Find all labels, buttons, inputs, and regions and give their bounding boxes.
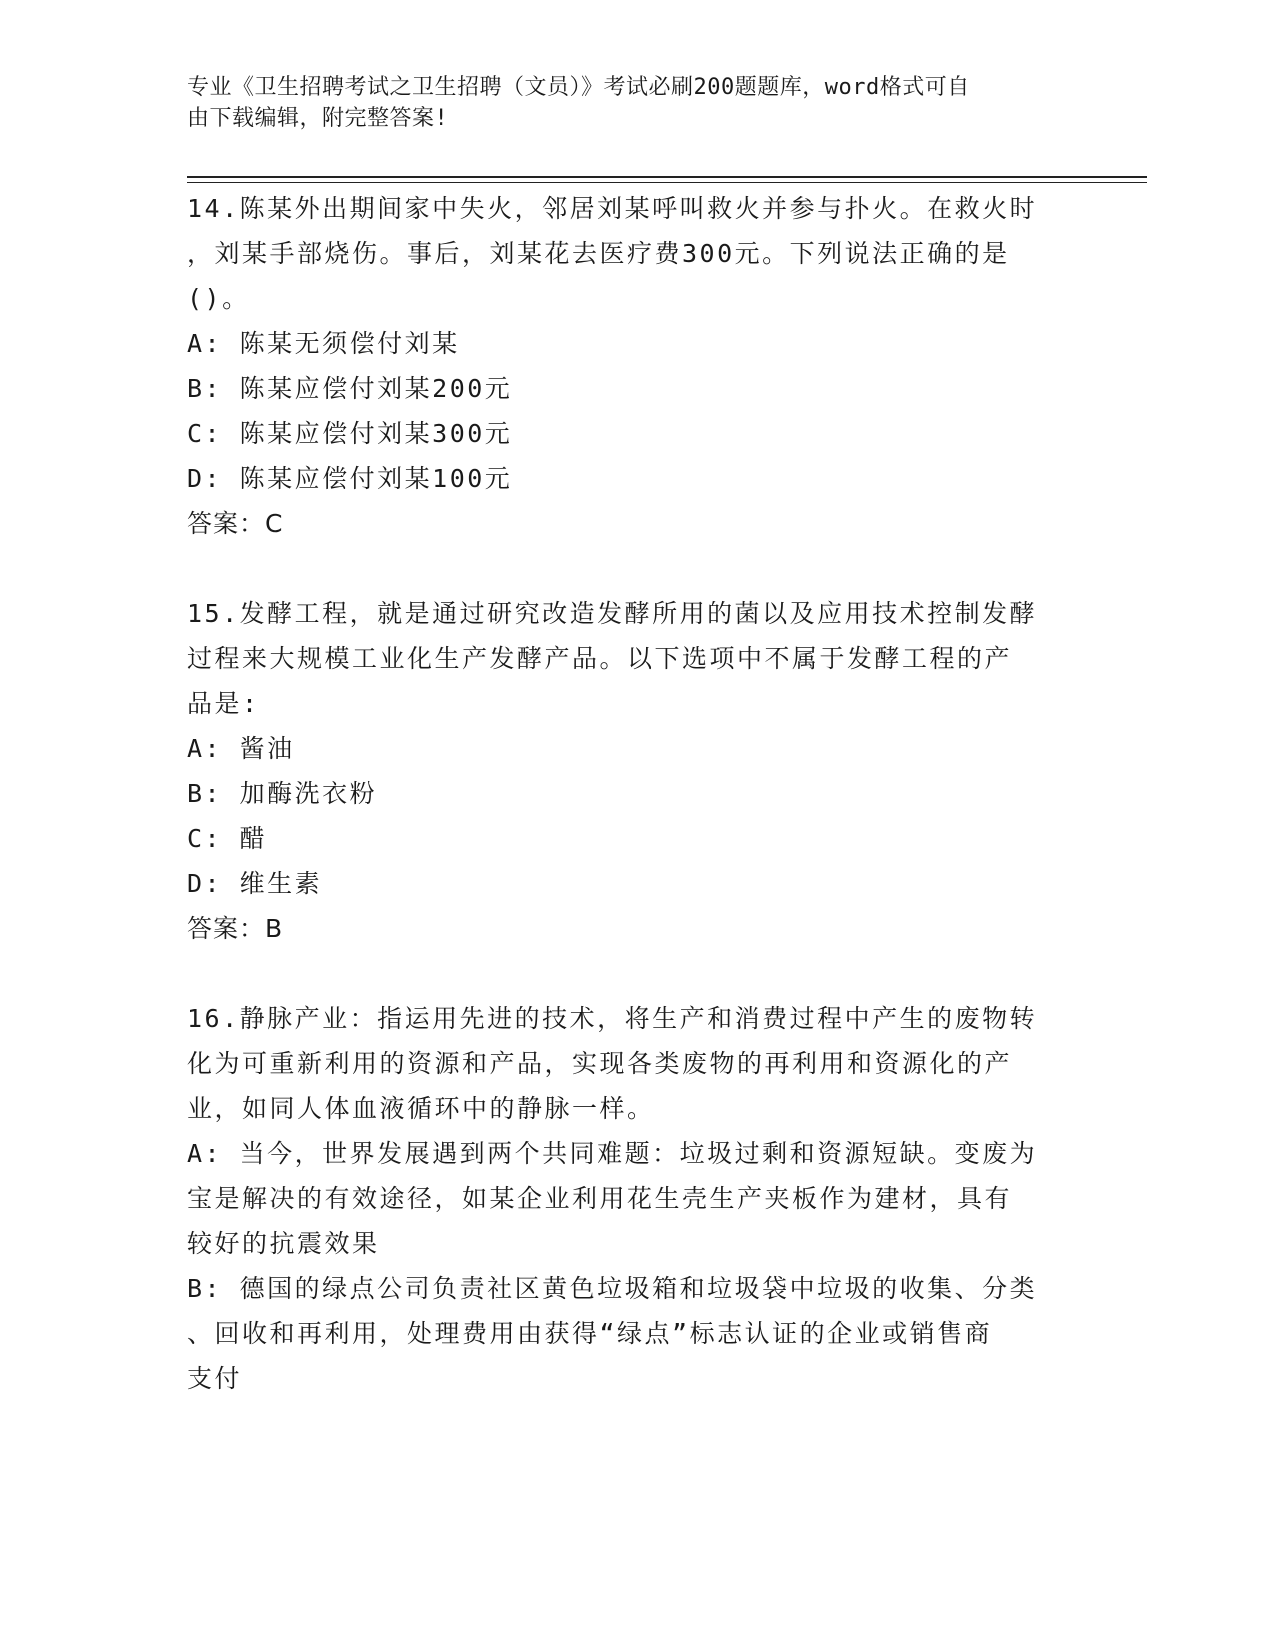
option-a-line: A: 当今，世界发展遇到两个共同难题：垃圾过剩和资源短缺。变废为 bbox=[187, 1139, 1038, 1168]
option-a: A: 酱油 bbox=[187, 734, 295, 763]
answer-line: 答案：B bbox=[187, 914, 284, 943]
header-intro-line-1: 专业《卫生招聘考试之卫生招聘（文员）》考试必刷200题题库，word格式可自 bbox=[187, 75, 970, 100]
option-b-line: 、回收和再利用，处理费用由获得“绿点”标志认证的企业或销售商 bbox=[187, 1319, 993, 1348]
question-stem-line: ()。 bbox=[187, 284, 250, 313]
option-a: A: 陈某无须偿付刘某 bbox=[187, 329, 460, 358]
header-divider-thick bbox=[187, 176, 1147, 178]
option-a-line: 宝是解决的有效途径，如某企业利用花生壳生产夹板作为建材，具有 bbox=[187, 1184, 1013, 1213]
question-stem-line: 16.静脉产业：指运用先进的技术，将生产和消费过程中产生的废物转 bbox=[187, 1004, 1038, 1033]
option-d: D: 维生素 bbox=[187, 869, 323, 898]
question-stem-line: 15.发酵工程，就是通过研究改造发酵所用的菌以及应用技术控制发酵 bbox=[187, 599, 1038, 628]
header-divider-thin bbox=[187, 182, 1147, 183]
question-stem-line: 业，如同人体血液循环中的静脉一样。 bbox=[187, 1094, 655, 1123]
option-b-line: B: 德国的绿点公司负责社区黄色垃圾箱和垃圾袋中垃圾的收集、分类 bbox=[187, 1274, 1038, 1303]
question-list bbox=[187, 186, 1067, 1401]
option-d: D: 陈某应偿付刘某100元 bbox=[187, 464, 513, 493]
question-14 bbox=[187, 186, 1067, 546]
option-b-line: 支付 bbox=[187, 1364, 243, 1393]
answer-line: 答案：C bbox=[187, 509, 284, 538]
header-intro-line-2: 由下载编辑，附完整答案! bbox=[187, 106, 449, 131]
question-stem-line: 过程来大规模工业化生产发酵产品。以下选项中不属于发酵工程的产 bbox=[187, 644, 1013, 673]
question-16 bbox=[187, 996, 1067, 1401]
document-header bbox=[187, 72, 1067, 134]
option-c: C: 醋 bbox=[187, 824, 268, 853]
option-b: B: 陈某应偿付刘某200元 bbox=[187, 374, 513, 403]
question-15 bbox=[187, 591, 1067, 951]
option-a-line: 较好的抗震效果 bbox=[187, 1229, 380, 1258]
question-stem-line: 14.陈某外出期间家中失火，邻居刘某呼叫救火并参与扑火。在救火时 bbox=[187, 194, 1038, 223]
question-stem-line: ，刘某手部烧伤。事后，刘某花去医疗费300元。下列说法正确的是 bbox=[187, 239, 1010, 268]
question-stem-line: 品是: bbox=[187, 689, 260, 718]
question-stem-line: 化为可重新利用的资源和产品，实现各类废物的再利用和资源化的产 bbox=[187, 1049, 1013, 1078]
option-b: B: 加酶洗衣粉 bbox=[187, 779, 378, 808]
option-c: C: 陈某应偿付刘某300元 bbox=[187, 419, 513, 448]
